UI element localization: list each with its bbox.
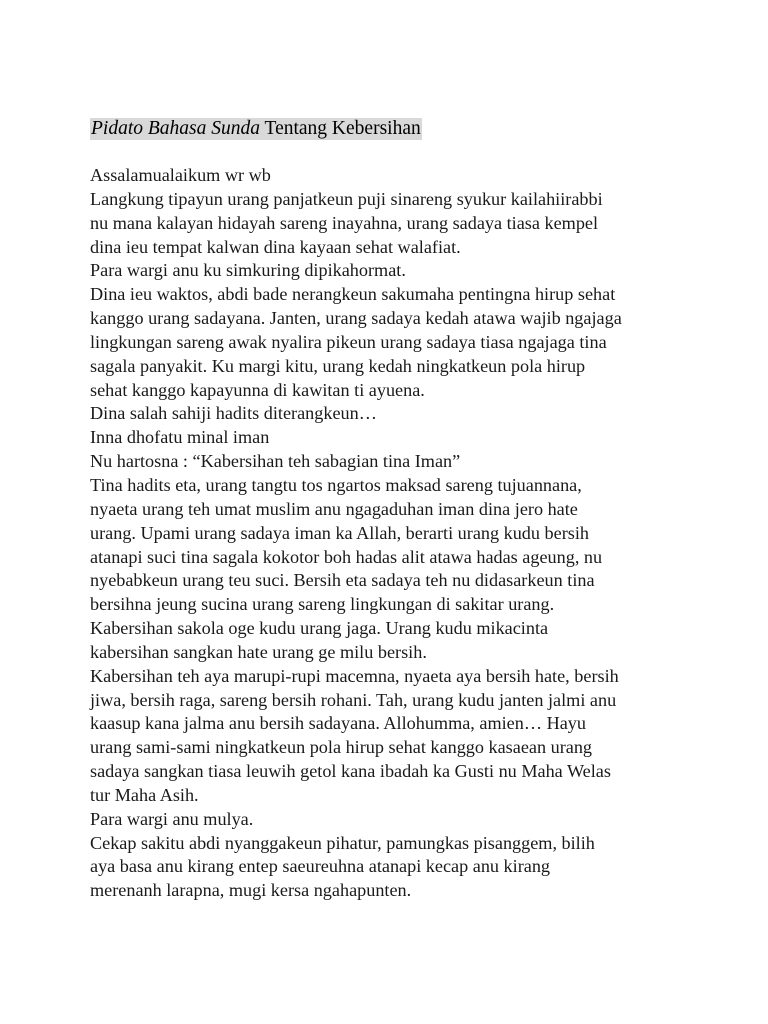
text-line: kabersihan sangkan hate urang ge milu bersih. — [90, 641, 427, 662]
text-line: sagala panyakit. Ku margi kitu, urang kedah ningkatkeun pola hirup — [90, 355, 586, 376]
text-line: Kabersihan sakola oge kudu urang jaga. Urang kudu mikacinta — [90, 618, 549, 639]
text-line: aya basa anu kirang entep saeureuhna atanapi kecap anu kirang — [90, 856, 551, 877]
title-italic-part: Pidato Bahasa Sunda — [91, 118, 260, 139]
text-line: Para wargi anu ku simkuring dipikahormat. — [90, 260, 406, 281]
text-line: nyaeta urang teh umat muslim anu ngagaduhan iman dina jero hate — [90, 498, 578, 519]
text-line: Assalamualaikum wr wb — [90, 165, 271, 185]
title-highlight — [90, 118, 422, 140]
text-line: Dina salah sahiji hadits diterangkeun… — [90, 403, 377, 424]
text-line: Nu hartosna : “Kabersihan teh sabagian tina Iman” — [90, 451, 461, 472]
text-line: Tina hadits eta, urang tangtu tos ngartos maksad sareng tujuannana, — [90, 474, 582, 495]
text-line: kaasup kana jalma anu bersih sadayana. Allohumma, amien… Hayu — [90, 713, 586, 734]
text-line: merenanh larapna, mugi kersa ngahapunten. — [90, 880, 412, 901]
text-line: Inna dhofatu minal iman — [90, 427, 270, 448]
text-line: sadaya sangkan tiasa leuwih getol kana ibadah ka Gusti nu Maha Welas — [90, 761, 611, 782]
text-line: lingkungan sareng awak nyalira pikeun urang sadaya tiasa ngajaga tina — [90, 331, 607, 352]
text-line: Langkung tipayun urang panjatkeun puji sinareng syukur kailahiirabbi — [90, 188, 603, 209]
title-rest-part: Tentang Kebersihan — [264, 118, 421, 139]
text-line: sehat kanggo kapayunna di kawitan ti ayuena. — [90, 379, 425, 400]
speech-body — [90, 164, 690, 903]
text-line: dina ieu tempat kalwan dina kayaan sehat walafiat. — [90, 236, 461, 257]
text-line: urang sami-sami ningkatkeun pola hirup sehat kanggo kasaean urang — [90, 737, 593, 758]
text-line: nyebabkeun urang teu suci. Bersih eta sadaya teh nu didasarkeun tina — [90, 570, 595, 591]
text-line: nu mana kalayan hidayah sareng inayahna, urang sadaya tiasa kempel — [90, 212, 599, 233]
text-line: atanapi suci tina sagala kokotor boh hadas alit atawa hadas ageung, nu — [90, 546, 603, 567]
text-line: Cekap sakitu abdi nyanggakeun pihatur, pamungkas pisanggem, bilih — [90, 832, 595, 853]
text-line: jiwa, bersih raga, sareng bersih rohani. Tah, urang kudu janten jalmi anu — [90, 689, 617, 710]
page-title — [90, 116, 422, 142]
text-line: kanggo urang sadayana. Janten, urang sadaya kedah atawa wajib ngajaga — [90, 308, 622, 329]
text-line: Para wargi anu mulya. — [90, 808, 254, 829]
text-line: Kabersihan teh aya marupi-rupi macemna, nyaeta aya bersih hate, bersih — [90, 665, 619, 686]
text-line: tur Maha Asih. — [90, 784, 199, 805]
text-line: urang. Upami urang sadaya iman ka Allah, berarti urang kudu bersih — [90, 522, 589, 543]
text-line: bersihna jeung sucina urang sareng lingkungan di sakitar urang. — [90, 594, 555, 615]
text-line: Dina ieu waktos, abdi bade nerangkeun sakumaha pentingna hirup sehat — [90, 284, 616, 305]
